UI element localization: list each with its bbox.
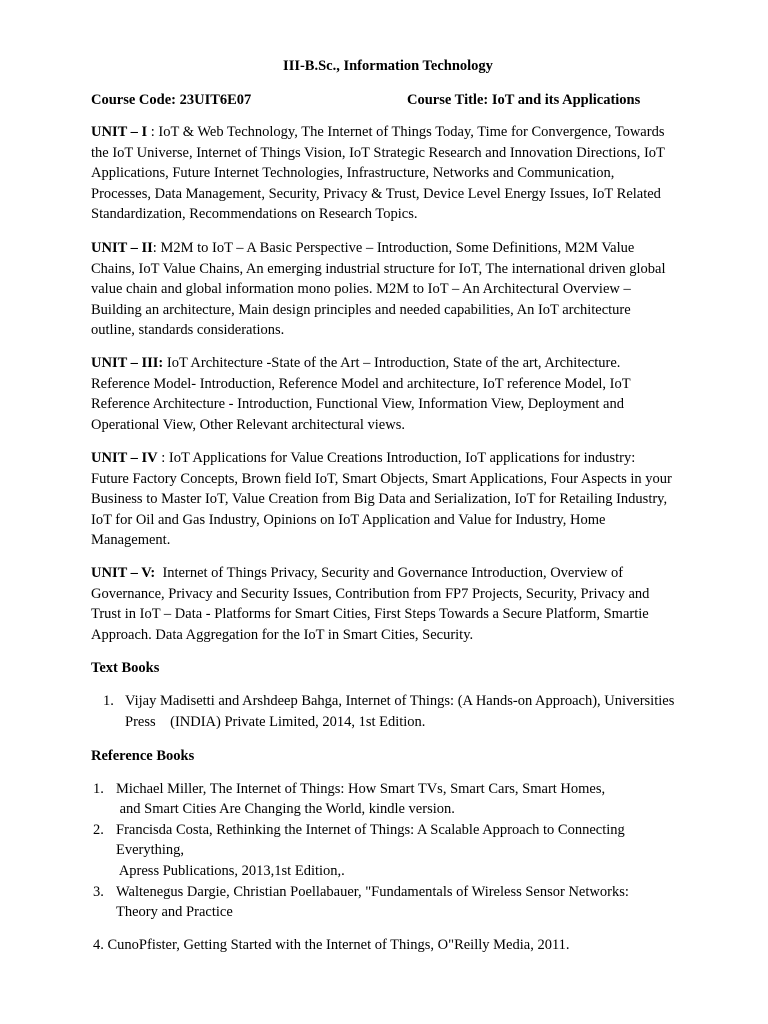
unit-2-line: Building an architecture, Main design principles and needed capabilities, An IoT architecture	[91, 301, 631, 318]
unit-3-line: IoT Architecture -State of the Art – Introduction, State of the art, Architecture.	[166, 355, 621, 371]
text-book-line: Press (INDIA) Private Limited, 2014, 1st Edition.	[125, 713, 426, 730]
unit-1-sep: :	[147, 124, 159, 140]
unit-4-line: Future Factory Concepts, Brown field IoT, Smart Objects, Smart Applications, Four Aspects in your	[91, 470, 672, 487]
unit-1-label: UNIT – I	[91, 124, 148, 140]
unit-4-line: IoT Applications for Value Creations Introduction, IoT applications for industry:	[168, 450, 636, 466]
unit-2-line: outline, standards considerations.	[91, 322, 285, 339]
unit-2-sep: :	[152, 240, 161, 256]
program-title: III-B.Sc., Information Technology	[283, 58, 493, 74]
unit-5-line: Trust in IoT – Data - Platforms for Smart Cities, First Steps Towards a Secure Platform, Smartie	[91, 606, 649, 623]
reference-book-line: Theory and Practice	[116, 904, 233, 921]
unit-4-sep: :	[157, 450, 169, 466]
reference-book-line: Michael Miller, The Internet of Things: How Smart TVs, Smart Cars, Smart Homes,	[116, 781, 606, 797]
unit-5-line: Internet of Things Privacy, Security and Governance Introduction, Overview of	[162, 565, 624, 581]
unit-2-line: value chain and global information mono polies. M2M to IoT – An Architectural Overview –	[91, 281, 631, 298]
unit-1-line: Processes, Data Management, Security, Privacy & Trust, Device Level Energy Issues, IoT Related	[91, 185, 661, 202]
unit-1-line: Applications, Future Internet Technologies, Infrastructure, Networks and Communication,	[91, 165, 615, 182]
reference-book-line: 4. CunoPfister, Getting Started with the Internet of Things, O"Reilly Media, 2011.	[93, 937, 570, 953]
unit-3-line: Operational View, Other Relevant architectural views.	[91, 416, 405, 433]
program-heading	[91, 56, 703, 76]
reference-book-line: Waltenegus Dargie, Christian Poellabauer, "Fundamentals of Wireless Sensor Networks:	[116, 884, 629, 900]
unit-3-line: Reference Model- Introduction, Reference Model and architecture, IoT reference Model, IoT	[91, 375, 631, 392]
reference-book-line: Everything,	[116, 842, 185, 859]
unit-1-line: Standardization, Recommendations on Research Topics.	[91, 206, 418, 223]
unit-4-line: IoT for Oil and Gas Industry, Opinions on IoT Application and Value for Industry, Home	[91, 511, 606, 528]
unit-3-line: Reference Architecture - Introduction, Functional View, Information View, Deployment and	[91, 396, 624, 413]
unit-2-paragraph	[91, 238, 703, 341]
list-number: 1.	[103, 693, 114, 709]
unit-2-line: M2M to IoT – A Basic Perspective – Introduction, Some Definitions, M2M Value	[160, 240, 635, 256]
text-book-line: Vijay Madisetti and Arshdeep Bahga, Internet of Things: (A Hands-on Approach), Universities	[125, 693, 675, 709]
text-books-heading: Text Books	[91, 660, 160, 676]
unit-3-paragraph	[91, 353, 703, 435]
list-number: 2.	[93, 822, 104, 838]
list-number: 3.	[93, 884, 104, 900]
course-code: Course Code: 23UIT6E07	[91, 92, 252, 108]
list-number: 1.	[93, 781, 104, 797]
unit-4-line: Management.	[91, 532, 171, 549]
unit-4-label: UNIT – IV	[91, 450, 158, 466]
unit-5-line: Approach. Data Aggregation for the IoT in Smart Cities, Security.	[91, 626, 474, 643]
unit-5-line: Governance, Privacy and Security Issues, Contribution from FP7 Projects, Security, Privacy and	[91, 585, 650, 602]
unit-4-paragraph	[91, 448, 703, 551]
unit-1-line: the IoT Universe, Internet of Things Vision, IoT Strategic Research and Innovation Directions, IoT	[91, 144, 665, 161]
unit-1-line: IoT & Web Technology, The Internet of Things Today, Time for Convergence, Towards	[158, 124, 665, 140]
course-title: Course Title: IoT and its Applications	[407, 92, 641, 108]
unit-2-label: UNIT – II	[91, 240, 153, 256]
reference-books-heading: Reference Books	[91, 748, 195, 764]
reference-book-line: and Smart Cities Are Changing the World, kindle version.	[116, 801, 455, 818]
unit-5-paragraph	[91, 563, 703, 645]
unit-3-label: UNIT – III:	[91, 355, 164, 371]
reference-book-line: Francisda Costa, Rethinking the Internet of Things: A Scalable Approach to Connecting	[116, 822, 625, 838]
unit-4-line: Business to Master IoT, Value Creation from Big Data and Serialization, IoT for Retailing Industry,	[91, 491, 668, 508]
unit-5-label: UNIT – V:	[91, 565, 156, 581]
unit-1-paragraph	[91, 122, 703, 225]
reference-book-line: Apress Publications, 2013,1st Edition,.	[116, 862, 345, 879]
unit-2-line: Chains, IoT Value Chains, An emerging industrial structure for IoT, The international driven global	[91, 260, 666, 277]
